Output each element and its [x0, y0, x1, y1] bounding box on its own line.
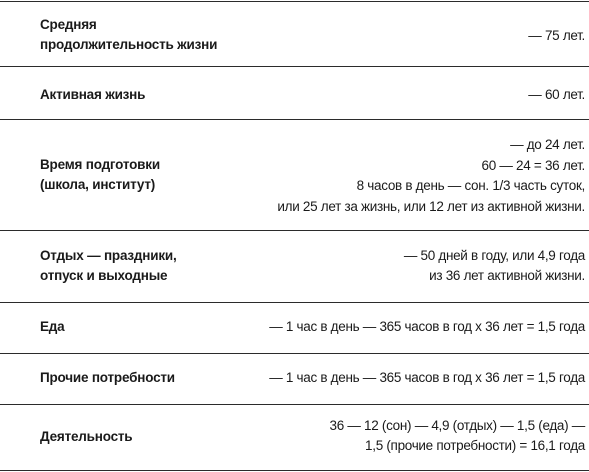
row-label-line: Деятельность — [40, 429, 133, 444]
table-divider — [0, 353, 589, 354]
row-label — [40, 427, 132, 447]
row-value — [528, 85, 585, 105]
row-value-line: или 25 лет за жизнь, или 12 лет из активной жизни. — [277, 198, 585, 214]
row-value — [528, 26, 585, 46]
table-divider — [0, 230, 589, 231]
row-value-line: 8 часов в день — сон. 1/3 часть суток, — [356, 178, 585, 193]
row-label — [40, 155, 160, 195]
row-label — [40, 368, 175, 388]
row-label-line: Средняя — [40, 17, 97, 32]
row-value-line: 36 — 12 (сон) — 4,9 (отдых) — 1,5 (еда) — — [329, 418, 585, 433]
row-label-line: Еда — [40, 319, 65, 334]
table-divider — [0, 470, 589, 471]
row-value-line: — 50 дней в году, или 4,9 года — [403, 248, 585, 263]
row-label-line: Отдых — праздники, — [40, 248, 177, 263]
row-label — [40, 317, 64, 337]
row-value-line: — 1 час в день — 365 часов в год х 36 лет = 1,5 года — [269, 319, 585, 334]
table-divider — [0, 1, 589, 2]
row-value — [269, 368, 585, 388]
row-value — [404, 246, 585, 286]
table-divider — [0, 66, 589, 67]
row-value — [277, 135, 585, 217]
row-label — [40, 85, 145, 105]
row-label-line: Время подготовки — [40, 157, 160, 172]
row-label — [40, 15, 217, 55]
row-value-line: 1,5 (прочие потребности) = 16,1 года — [365, 438, 585, 453]
row-value-line: — 1 час в день — 365 часов в год х 36 лет = 1,5 года — [269, 370, 585, 385]
row-value-line: — до 24 лет. — [510, 137, 585, 152]
table-divider — [0, 404, 589, 405]
row-value — [269, 317, 585, 337]
row-value-line: из 36 лет активной жизни. — [429, 268, 585, 283]
row-value-line: 60 — 24 = 36 лет. — [481, 157, 585, 173]
row-value — [330, 416, 586, 456]
row-label-line: (школа, институт) — [40, 177, 156, 192]
row-value-line: — 75 лет. — [528, 28, 585, 43]
table-divider — [0, 119, 589, 120]
row-label — [40, 246, 177, 286]
row-label-line: Активная жизнь — [40, 87, 146, 102]
row-label-line: продолжительность жизни — [40, 37, 218, 52]
table-divider — [0, 302, 589, 303]
row-value-line: — 60 лет. — [528, 87, 585, 102]
row-label-line: отпуск и выходные — [40, 268, 168, 283]
row-label-line: Прочие потребности — [40, 370, 175, 385]
